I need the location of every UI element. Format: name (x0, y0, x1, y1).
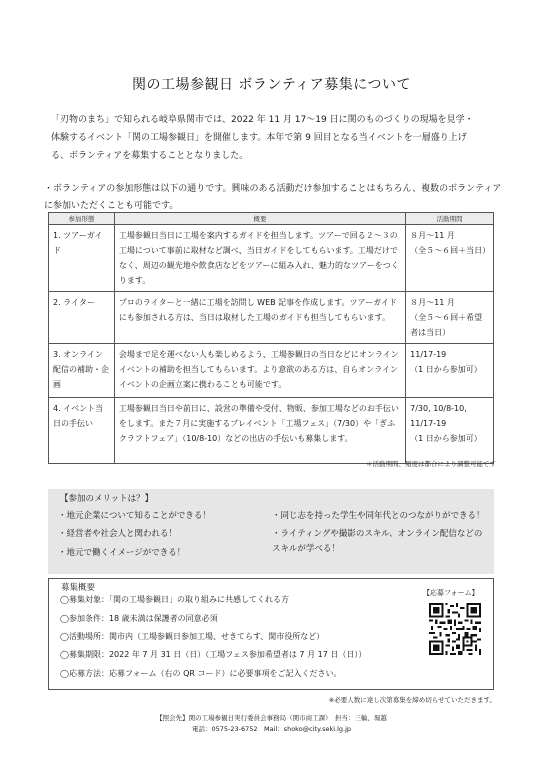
qr-label: 【応募フォーム】 (423, 589, 479, 597)
deadline-footnote: ※必要人数に達し次第募集を締め切らせていただきます。 (328, 696, 496, 704)
row-period: 11/17-19 （1 日から参加可） (406, 344, 494, 398)
qr-code-icon[interactable] (429, 603, 481, 655)
merits-title: 【参加のメリットは？】 (60, 494, 154, 504)
header-summary: 概要 (114, 213, 405, 225)
contact-info: 【照会先】関の工場参観日実行委員会事務局（関市商工課） 担当：三輪、堀越 (156, 714, 387, 722)
recruitment-item: ◯募集期限：2022 年 7 月 31 日（日）（工場フェス参加希望者は 7 月 17 日（日）） (60, 650, 367, 659)
row-summary: 会場まで足を運べない人も楽しめるよう、工場参観日の当日などにオンラインイベントの補助を担当してもらいます。より意欲のある方は、自らオンラインイベントの企画立案に携わることも可能です。 (114, 344, 405, 398)
recruitment-title: 募集概要 (61, 583, 96, 593)
table-header-row (49, 213, 494, 225)
header-type: 参加形態 (49, 213, 115, 225)
merits-box (48, 489, 494, 574)
table-row (49, 292, 494, 344)
intro-line: 「刃物のまち」で知られる岐阜県関市では、2022 年 11 月 17〜19 日に関のものづくりの現場を見学・ (51, 115, 474, 125)
row-type: 2. ライター (49, 292, 115, 344)
header-period: 活動期間 (406, 213, 494, 225)
merit-item: ・ライティングや撮影のスキル、オンライン配信などのスキルが学べる！ (272, 529, 483, 554)
recruitment-item: ◯募集対象：「関の工場参観日」の取り組みに共感してくれる方 (60, 595, 289, 604)
recruitment-box (48, 578, 494, 690)
row-type: 3. オンライン配信の補助・企画 (49, 344, 115, 398)
table-row (49, 344, 494, 398)
intro-line: る、ボランティアを募集することとなりました。 (51, 151, 249, 161)
volunteer-table (48, 212, 494, 464)
contact-phone-mail: 電話：0575-23-6752 Mail：shoko@city.seki.lg.jp (191, 725, 352, 733)
schedule-note: ＊活動期間、頻度は都合により調整可能です (366, 460, 496, 468)
row-summary: プロのライターと一緒に工場を訪問し WEB 記事を作成します。ツアーガイドにも参加される方は、当日は取材した工場のガイドも担当してもらいます。 (114, 292, 405, 344)
recruitment-item: ◯参加条件：18 歳未満は保護者の同意必須 (60, 614, 218, 623)
row-type: 1. ツアーガイド (49, 225, 115, 292)
row-period: ８月〜11 月 （全５〜６回＋当日） (406, 225, 494, 292)
intro-line: 体験するイベント「関の工場参観日」を開催します。本年で第 9 回目となる当イベントを一層盛り上げ (51, 133, 467, 143)
merit-item: ・経営者や社会人と関われる！ (58, 529, 178, 539)
participation-forms-note: ・ボランティアの参加形態は以下の通りです。興味のある活動だけ参加することはもちろん、複数のボランティアに参加いただくことも可能です。 (44, 184, 502, 211)
table-row (49, 398, 494, 464)
merit-item: ・同じ志を持った学生や同年代とのつながりができる！ (272, 511, 485, 521)
intro-paragraph (51, 111, 511, 165)
merit-item: ・地元企業について知ることができる！ (58, 511, 211, 521)
recruitment-item: ◯応募方法：応募フォーム（右の QR コード）に必要事項をご記入ください。 (60, 669, 342, 678)
row-summary: 工場参観日当日に工場を案内するガイドを担当します。ツアーで回る２〜３の工場について事前に取材など調べ、当日ガイドをしてもらいます。工場だけでなく、周辺の観光地や飲食店などをツアーに組み入れ、魅力的なツアーをつくります。 (114, 225, 405, 292)
recruitment-item: ◯活動場所：関市内（工場参観日参加工場、せきてらす、関市役所など） (60, 632, 325, 641)
row-period: 7/30, 10/8-10, 11/17-19 （1 日から参加可） (406, 398, 494, 464)
merit-item: ・地元で働くイメージができる！ (58, 548, 186, 558)
page-title: 関の工場参観日 ボランティア募集について (131, 77, 412, 93)
table-row (49, 225, 494, 292)
row-period: ８月〜11 月 （全５〜６回＋希望者は当日） (406, 292, 494, 344)
row-summary: 工場参観日当日や前日に、設営の準備や受付、物販、参加工場などのお手伝いをします。また７月に実施するプレイベント「工場フェス」（7/30）や「ぎふクラフトフェア」（10/8-10）などの出店の手伝いも募集します。 (114, 398, 405, 464)
row-type: 4. イベント当日の手伝い (49, 398, 115, 464)
